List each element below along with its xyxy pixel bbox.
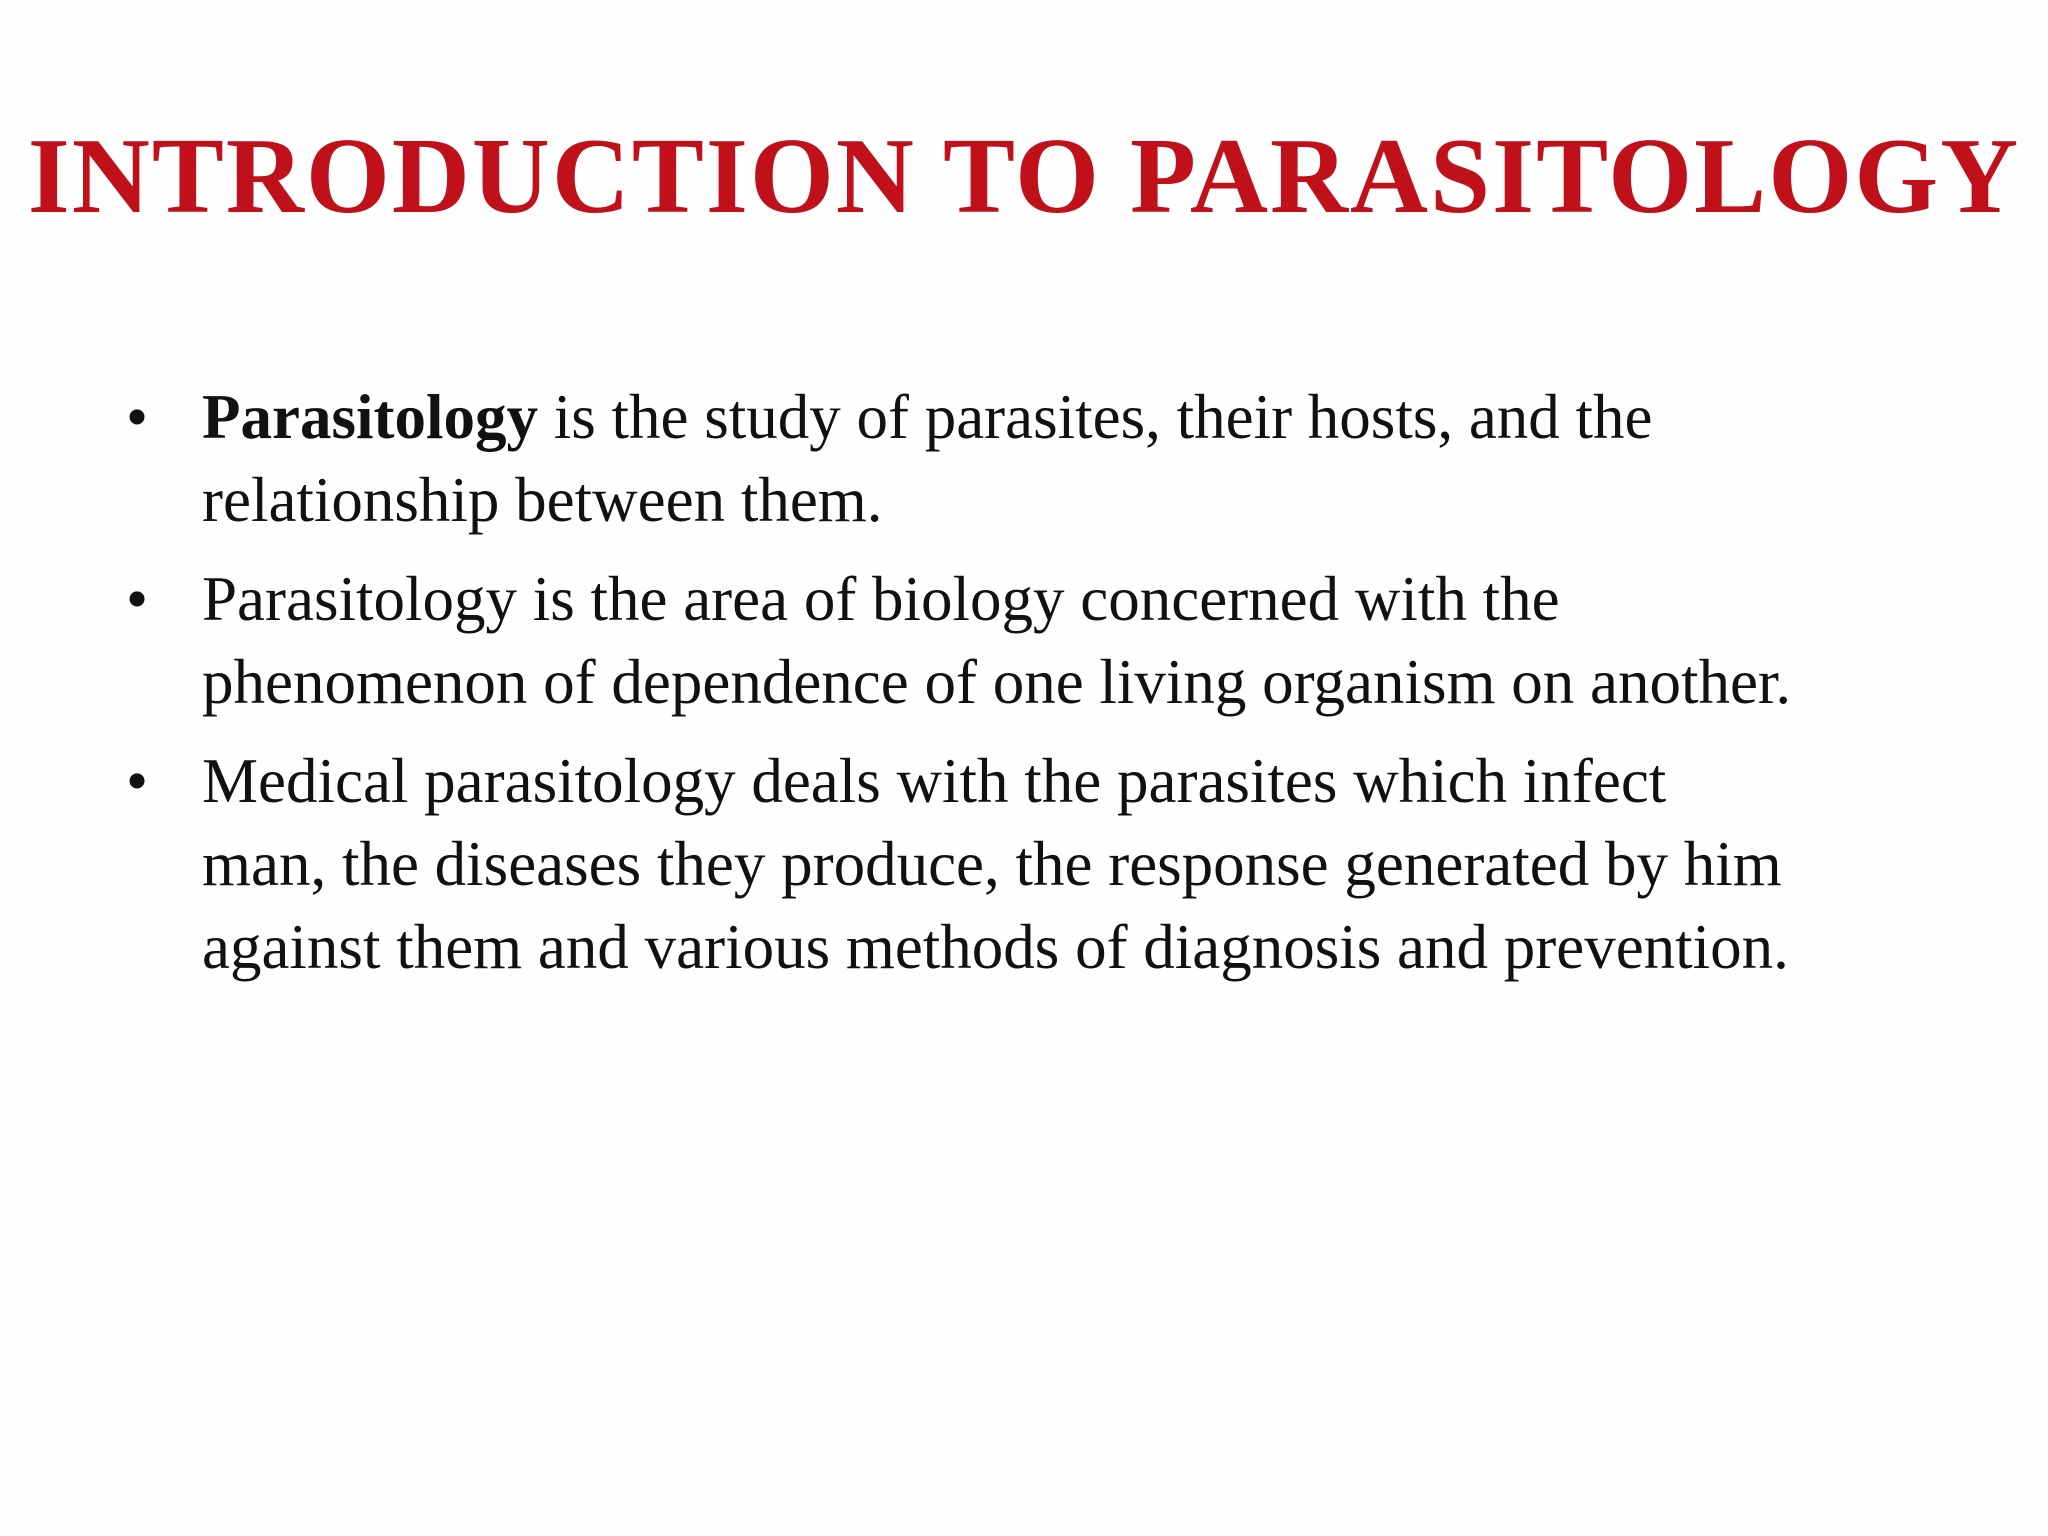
- bullet-dot-icon: •: [126, 382, 149, 452]
- bullet-item-definition: [120, 376, 1960, 542]
- bullet-list: [120, 376, 1960, 1005]
- bullet-dot-icon: •: [126, 746, 149, 816]
- bullet-line: relationship between them.: [202, 465, 883, 535]
- bullet-item-biology-area: [120, 558, 1960, 724]
- slide-title: INTRODUCTION TO PARASITOLOGY: [27, 117, 2021, 236]
- bullet-line: Parasitology is the area of biology concerned with the: [202, 564, 1560, 634]
- bullet-line: [202, 376, 1960, 459]
- bullet-line: phenomenon of dependence of one living organism on another.: [202, 647, 1792, 717]
- bullet-text: is the study of parasites, their hosts, and the: [537, 382, 1653, 452]
- bullet-line: against them and various methods of diagnosis and prevention.: [202, 912, 1789, 982]
- bullet-line: Medical parasitology deals with the parasites which infect: [202, 746, 1667, 816]
- bullet-item-medical-parasitology: [120, 740, 1960, 989]
- bullet-line: man, the diseases they produce, the response generated by him: [202, 829, 1782, 899]
- bold-term: Parasitology: [202, 382, 538, 452]
- bullet-dot-icon: •: [126, 564, 149, 634]
